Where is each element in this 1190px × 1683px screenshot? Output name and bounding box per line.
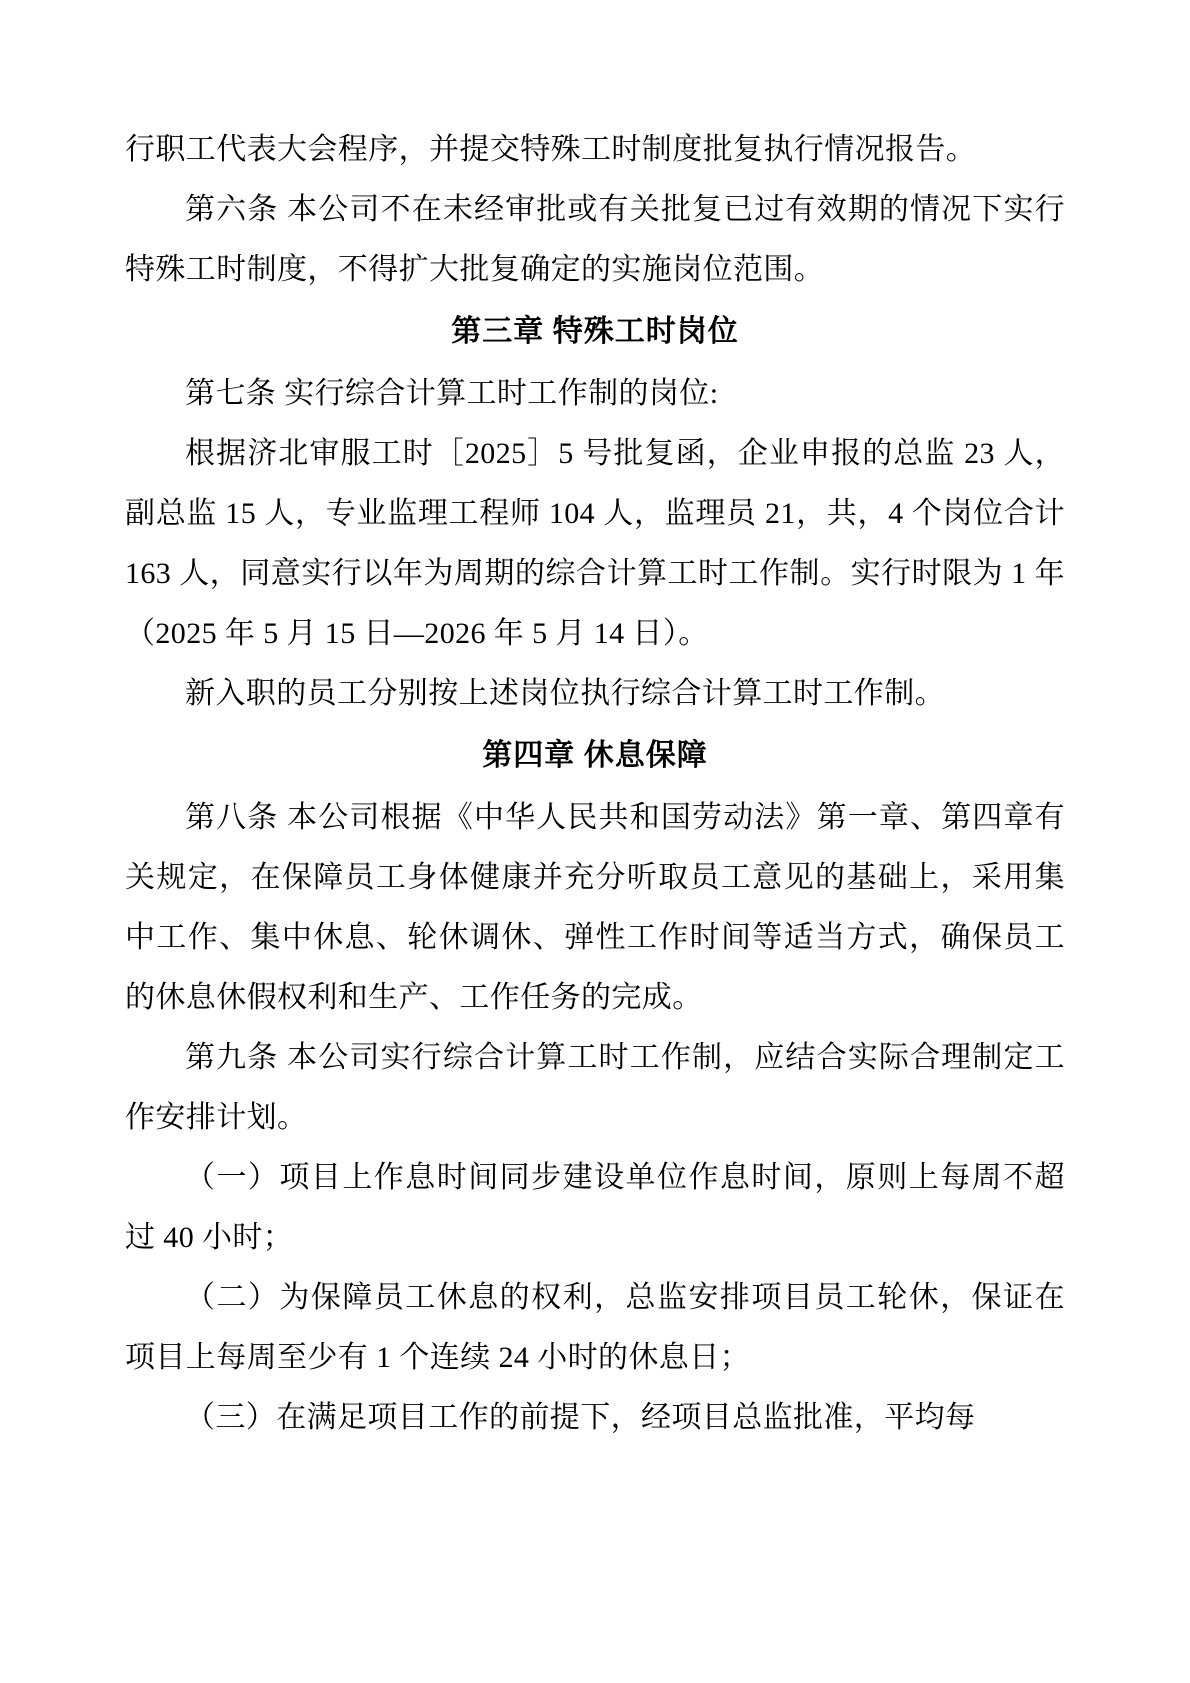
paragraph-article-nine: 第九条 本公司实行综合计算工时工作制，应结合实际合理制定工作安排计划。 xyxy=(125,1041,1065,1134)
paragraph-article-seven-detail: 根据济北审服工时［2025］5 号批复函，企业申报的总监 23 人，副总监 15 人，专业监理工程师 104 人，监理员 21，共，4 个岗位合计 163 人，同意实行以年为周期的综合计算工时工作制。实行时限为 1 年（2025 年 5 月 15 日—2026 年 5 月 14 日）。 xyxy=(125,437,1065,650)
heading-chapter-three: 第三章 特殊工时岗位 xyxy=(451,315,739,348)
paragraph-article-eight: 第八条 本公司根据《中华人民共和国劳动法》第一章、第四章有关规定，在保障员工身体健康并充分听取员工意见的基础上，采用集中工作、集中休息、轮休调休、弹性工作时间等适当方式，确保员工的休息休假权利和生产、工作任务的完成。 xyxy=(125,801,1065,1014)
heading-chapter-four: 第四章 休息保障 xyxy=(482,739,708,772)
paragraph-article-seven-new-staff: 新入职的员工分别按上述岗位执行综合计算工时工作制。 xyxy=(185,677,945,710)
paragraph-continued-top: 行职工代表大会程序，并提交特殊工时制度批复执行情况报告。 xyxy=(125,133,977,166)
document-body xyxy=(125,120,1065,1448)
paragraph-article-six: 第六条 本公司不在未经审批或有关批复已过有效期的情况下实行特殊工时制度，不得扩大批复确定的实施岗位范围。 xyxy=(125,193,1065,286)
paragraph-article-nine-item-1: （一）项目上作息时间同步建设单位作息时间，原则上每周不超过 40 小时； xyxy=(125,1161,1065,1254)
paragraph-article-seven: 第七条 实行综合计算工时工作制的岗位: xyxy=(185,377,719,410)
paragraph-article-nine-item-3: （三）在满足项目工作的前提下，经项目总监批准，平均每 xyxy=(185,1401,976,1434)
paragraph-article-nine-item-2: （二）为保障员工休息的权利，总监安排项目员工轮休，保证在项目上每周至少有 1 个连续 24 小时的休息日； xyxy=(125,1281,1065,1374)
